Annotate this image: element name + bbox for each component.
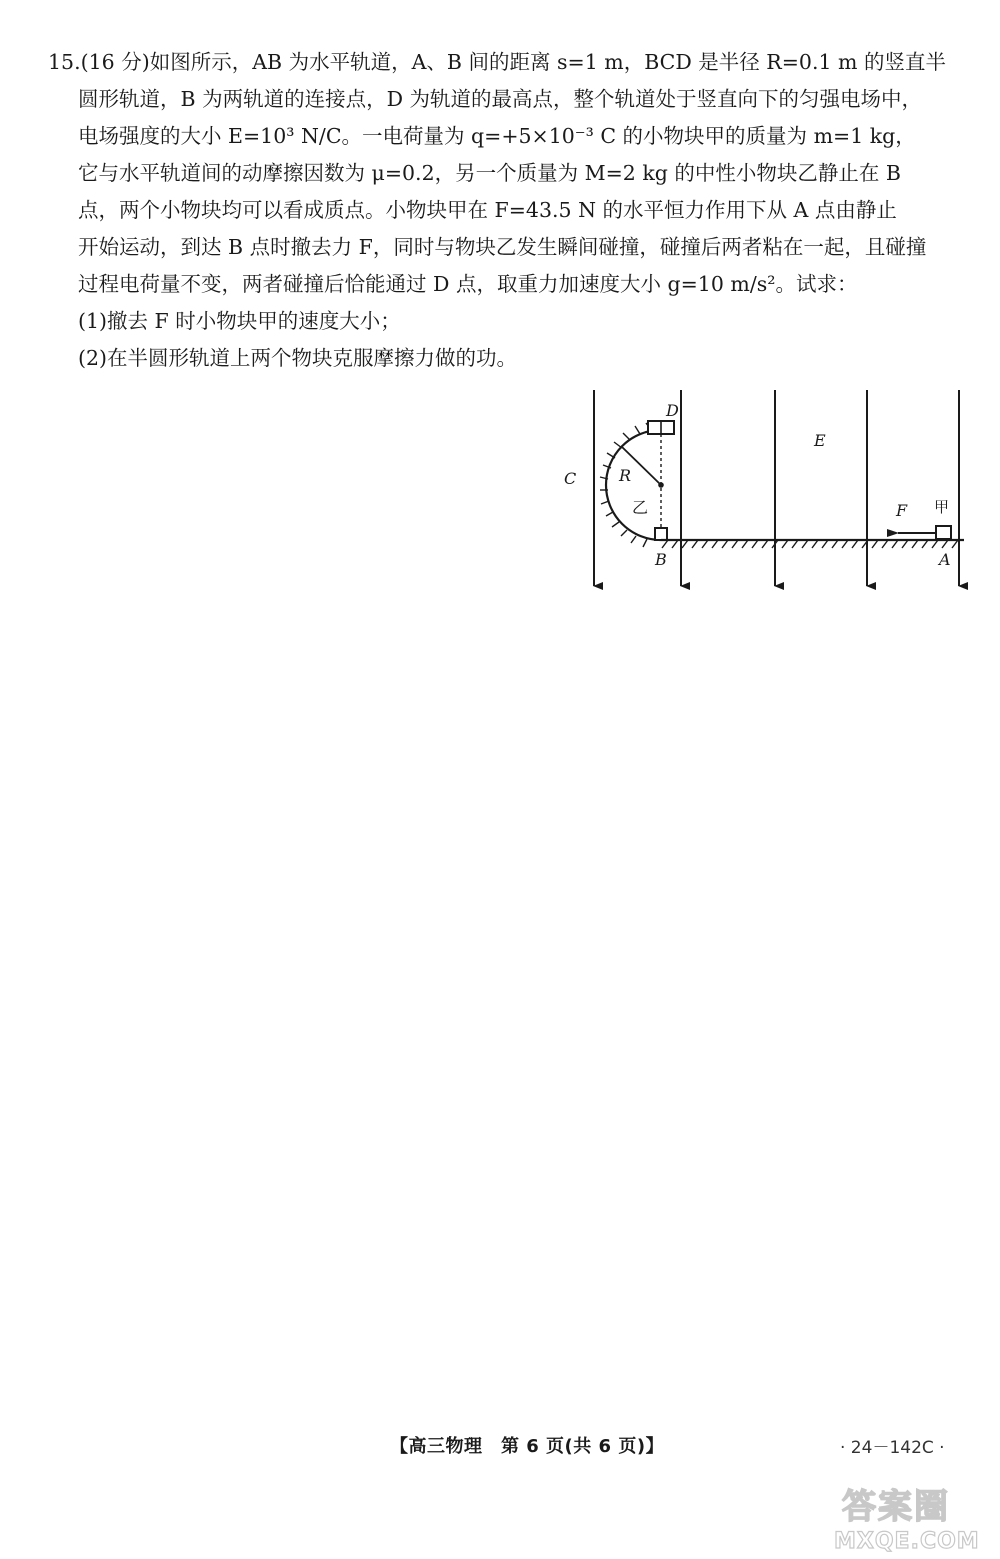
block-at-d <box>648 421 674 434</box>
problem-text-1: (16 分)如图所示，AB 为水平轨道，A、B 间的距离 s=1 m，BCD 是半径 R=0.1 m 的竖直半 <box>80 50 946 74</box>
question-2: (2)在半圆形轨道上两个物块克服摩擦力做的功。 <box>78 346 518 370</box>
problem-line-6: 开始运动，到达 B 点时撤去力 F，同时与物块乙发生瞬间碰撞，碰撞后两者粘在一起，且碰撞 <box>78 235 927 259</box>
field-lines <box>594 390 959 586</box>
physics-figure <box>560 388 980 598</box>
problem-line-4: 它与水平轨道间的动摩擦因数为 μ=0.2，另一个质量为 M=2 kg 的中性小物块乙静止在 B <box>78 161 902 185</box>
problem-line-7: 过程电荷量不变，两者碰撞后恰能通过 D 点，取重力加速度大小 g=10 m/s²。试求： <box>78 272 858 296</box>
problem-line-2: 圆形轨道，B 为两轨道的连接点，D 为轨道的最高点，整个轨道处于竖直向下的匀强电场中， <box>78 87 923 111</box>
problem-line-1 <box>48 44 980 81</box>
footer-page-info: 【高三物理 第 6 页(共 6 页)】 <box>390 1436 665 1457</box>
problem-15 <box>48 44 980 377</box>
figure-svg <box>560 388 980 598</box>
label-d: D <box>666 401 679 420</box>
watermark-bottom-text: MXQE.COM <box>834 1529 980 1553</box>
label-yi: 乙 <box>632 498 649 517</box>
label-a: A <box>939 550 951 569</box>
label-c: C <box>564 469 577 488</box>
track-hatching <box>662 540 958 548</box>
question-1: (1)撤去 F 时小物块甲的速度大小； <box>78 309 401 333</box>
label-b: B <box>655 550 667 569</box>
watermark-svg <box>820 1478 990 1553</box>
problem-number: 15. <box>48 50 81 74</box>
watermark-top-text: 答案圈 <box>842 1487 950 1527</box>
label-jia: 甲 <box>934 498 950 516</box>
label-r: R <box>619 466 632 485</box>
horizontal-track <box>661 540 964 548</box>
semicircle-arc <box>606 430 661 540</box>
problem-line-5: 点，两个小物块均可以看成质点。小物块甲在 F=43.5 N 的水平恒力作用下从 A 点由静止 <box>78 198 897 222</box>
watermark-logo <box>820 1478 990 1553</box>
block-yi <box>655 528 667 540</box>
problem-line-3: 电场强度的大小 E=10³ N/C。一电荷量为 q=+5×10⁻³ C 的小物块甲的质量为 m=1 kg， <box>78 124 916 148</box>
label-e: E <box>814 431 826 450</box>
label-f: F <box>896 501 908 520</box>
page-footer <box>0 1432 1000 1462</box>
block-jia <box>936 526 951 539</box>
footer-code: · 24－142C · <box>840 1438 945 1458</box>
